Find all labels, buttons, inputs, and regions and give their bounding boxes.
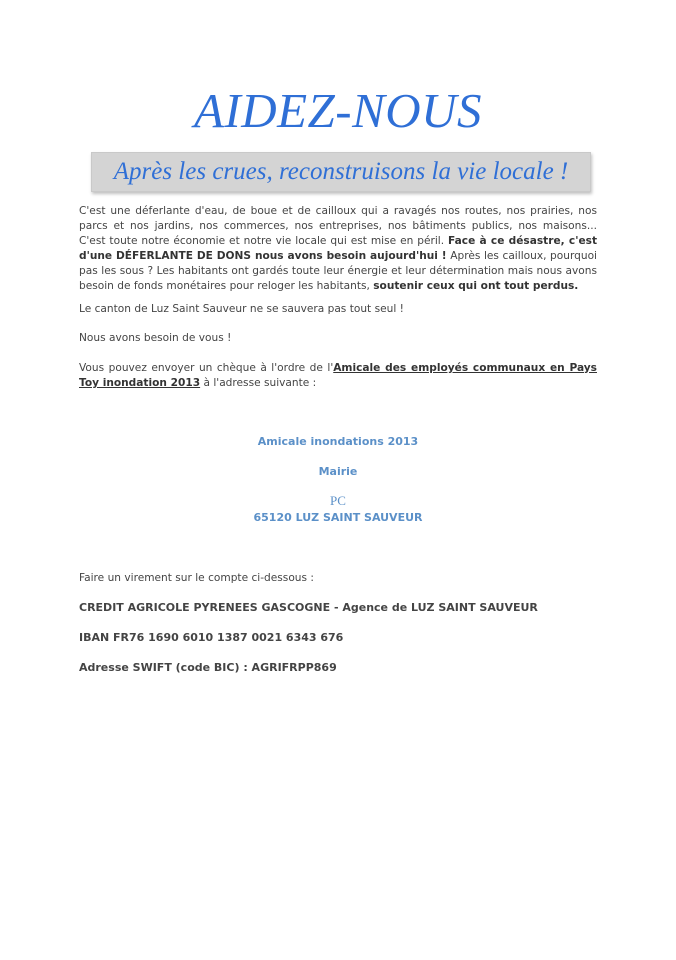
address-line-2: Mairie xyxy=(318,465,358,478)
intro-text-1: C'est une déferlante d'eau, de boue et de cailloux qui a ravagés nos routes, nos prairies, nos parcs et nos jardins, nos commerces, nos entreprises, nos bâtiments publics, nos maisons... C'est toute notre économie et notre vie locale qui est mise en péril. xyxy=(79,205,597,247)
page-title: AIDEZ-NOUS xyxy=(193,83,483,138)
iban: IBAN FR76 1690 6010 1387 0021 6343 676 xyxy=(79,631,344,644)
subtitle: Après les crues, reconstruisons la vie locale ! xyxy=(113,158,569,185)
address-line-4: 65120 LUZ SAINT SAUVEUR xyxy=(253,511,423,524)
intro-paragraph xyxy=(79,204,597,294)
intro-bold-2: soutenir ceux qui ont tout perdus. xyxy=(373,280,579,292)
subtitle-banner xyxy=(91,152,591,192)
address-line-3: PC xyxy=(330,493,346,508)
cheque-text-2: à l'adresse suivante : xyxy=(200,377,317,389)
cheque-text-1: Vous pouvez envoyer un chèque à l'ordre de l' xyxy=(79,362,334,374)
bank-name: CREDIT AGRICOLE PYRENEES GASCOGNE - Agence de LUZ SAINT SAUVEUR xyxy=(79,601,538,614)
cheque-payee: Amicale des employés communaux en Pays Toy inondation 2013 xyxy=(79,362,597,389)
canton-sentence: Le canton de Luz Saint Sauveur ne se sauvera pas tout seul ! xyxy=(79,303,404,315)
cheque-paragraph xyxy=(79,361,597,391)
intro-text-2: Après les cailloux, pourquoi pas les sous ? Les habitants ont gardés toute leur énergie et leur détermination mais nous avons besoin de fonds monétaires pour reloger les habitants, xyxy=(79,250,598,292)
need-you-sentence: Nous avons besoin de vous ! xyxy=(79,332,232,344)
address-line-1: Amicale inondations 2013 xyxy=(257,435,419,448)
transfer-intro: Faire un virement sur le compte ci-dessous : xyxy=(79,572,314,584)
swift-code: Adresse SWIFT (code BIC) : AGRIFRPP869 xyxy=(79,661,337,674)
intro-bold-1: Face à ce désastre, c'est d'une DÉFERLANTE DE DONS nous avons besoin aujourd'hui ! xyxy=(79,235,598,262)
